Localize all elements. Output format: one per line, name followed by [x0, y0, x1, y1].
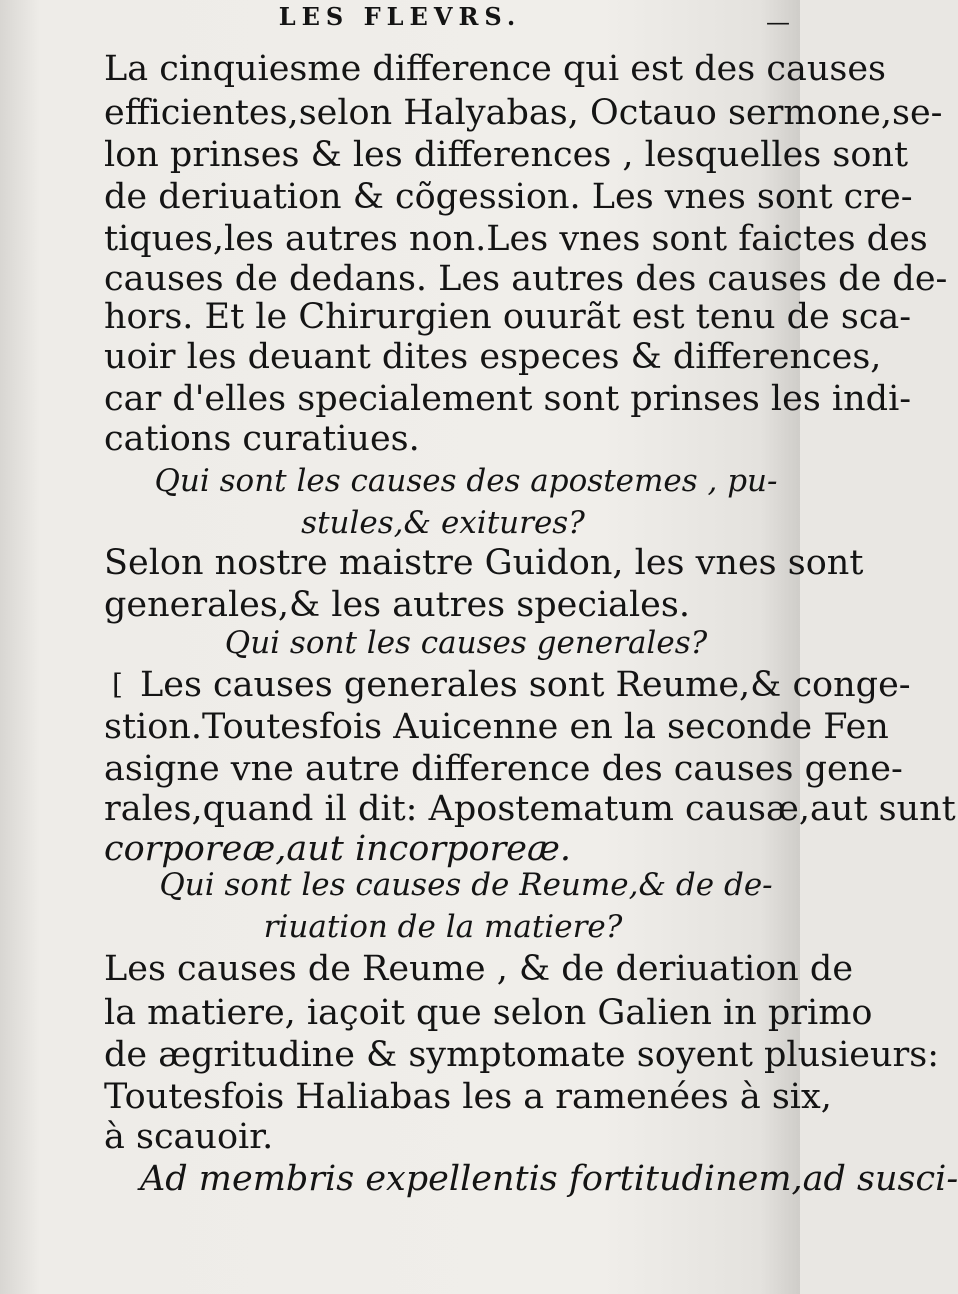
text-line: Les causes generales sont Reume,& conge-: [140, 665, 911, 705]
question-heading: riuation de la matiere?: [263, 909, 623, 945]
text-line: Ad membris expellentis fortitudinem,ad susci-: [140, 1159, 958, 1199]
text-line: uoir les deuant dites especes & differences,: [104, 337, 882, 377]
text-line: lon prinses & les differences , lesquelles sont: [104, 135, 909, 175]
question-heading: Qui sont les causes generales?: [224, 625, 708, 661]
text-line: hors. Et le Chirurgien ouurãt est tenu de sca-: [104, 297, 912, 337]
text-line: generales,& les autres speciales.: [104, 585, 690, 625]
text-line: la matiere, iaçoit que selon Galien in primo: [104, 993, 873, 1033]
text-line: cations curatiues.: [104, 419, 420, 459]
question-heading: stules,& exitures?: [301, 505, 585, 541]
text-line: tiques,les autres non.Les vnes sont faictes des: [104, 219, 928, 259]
text-line: stion.Toutesfois Auicenne en la seconde Fen: [104, 707, 889, 747]
text-line: de deriuation & cõgession. Les vnes sont cre-: [104, 177, 913, 217]
text-line: de ægritudine & symptomate soyent plusieurs:: [104, 1035, 940, 1075]
text-line: car d'elles specialement sont prinses les indi-: [104, 379, 912, 419]
paragraph-mark: [: [112, 668, 123, 701]
text-line: à scauoir.: [104, 1117, 274, 1157]
text-line: efficientes,selon Halyabas, Octauo sermone,se-: [104, 93, 943, 133]
question-heading: Qui sont les causes de Reume,& de de-: [159, 867, 773, 903]
text-line: Les causes de Reume , & de deriuation de: [104, 949, 854, 989]
text-line: La cinquiesme difference qui est des causes: [104, 49, 886, 89]
header-dash: —: [766, 8, 790, 36]
running-header: LES FLEVRS.: [278, 2, 522, 31]
question-heading: Qui sont les causes des apostemes , pu-: [154, 463, 778, 499]
text-line: corporeæ,aut incorporeæ.: [104, 829, 572, 869]
text-line: Toutesfois Haliabas les a ramenées à six,: [104, 1077, 832, 1117]
text-line: Selon nostre maistre Guidon, les vnes sont: [104, 543, 864, 583]
text-line: causes de dedans. Les autres des causes de de-: [104, 259, 948, 299]
text-line: asigne vne autre difference des causes gene-: [104, 749, 903, 789]
text-line: rales,quand il dit: Apostematum causæ,aut sunt: [104, 789, 956, 829]
